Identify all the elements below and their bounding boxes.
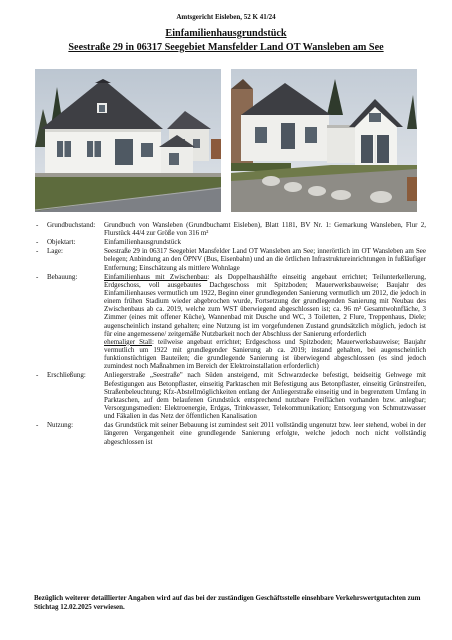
building-name-stable: ehemaliger Stall <box>104 337 152 346</box>
footer-note: Bezüglich weiterer detaillierter Angaben wird auf das bei der zuständigen Geschäftsstelle einsehbare Verkehrswertgutachten zum Stichtag 12.02.2025 verwiesen. <box>34 594 421 611</box>
property-address-title: Seestraße 29 in 06317 Seegebiet Mansfelder Land OT Wansleben am See <box>68 42 384 53</box>
detail-label: - Nutzung: <box>47 421 74 430</box>
detail-row-grundbuchstand <box>34 221 426 237</box>
detail-row-lage <box>34 247 426 271</box>
building-description-stable: : teilweise angebaut errichtet; Erdgeschoss und Spitzboden; Mauerwerksbauweise; Baujahr vermutlich um 1922 mit grundlegender Sanierung ab ca. 2019; instand gehalten, bei augenscheinlich funktionstüchtigen Bauteilen; die grundlegende Sanierung ist überwiegend abgeschlossen (es sind jedoch zumindest noch Maßnahmen im Bereich der Elektroinstallation erforderlich) <box>104 337 426 371</box>
property-type-title: Einfamilienhausgrundstück <box>165 28 287 39</box>
detail-value: das Grundstück mit seiner Bebauung ist zumindest seit 2011 vollständig ungenutzt bzw. leer stehend, wobei in der längeren Vergangenheit eine grundlegende Sanierung erfolgte, welche jedoch noch nicht vollständig abgeschlossen ist <box>104 421 426 446</box>
detail-row-nutzung <box>34 421 426 445</box>
detail-label: - Lage: <box>47 247 63 256</box>
detail-label: - Grundbuchstand: <box>47 221 96 229</box>
detail-value: Anliegerstraße „Seestraße" nach Süden ansteigend, mit Schwarzdecke befestigt, beidseitig Gehwege mit Befestigungen aus Betonpflaster, einseitig Parktaschen mit Befestigung aus Betonpflaster, einseitig Grünstreifen, Straßenbeleuchtung; Kfz-Abstellmöglichkeiten entlang der Anliegerstraße einseitig und in begrenztem Umfang in Parktaschen, auf dem belaufenen Grundstück entsprechend nutzbare Freiflächen vorhanden bzw. anlegbar; Versorgungsmedien: Elektroenergie, Erdgas, Trinkwasser, Telekommunikation; Entsorgung von Schmutzwasser und Fäkalien in das Netz der öffentlichen Kanalisation <box>104 371 426 421</box>
detail-value <box>104 338 426 371</box>
house-garden-photo <box>231 69 417 212</box>
detail-label: - Bebauung: <box>47 272 78 281</box>
building-description-house: : als Doppelhaushälfte einseitig angebaut errichtet; Teilunterkellerung, Erdgeschoss, voll ausgebautes Dachgeschoss mit Spitzboden; Mauerwerksbauweise; Baujahr des Einfamilienhauses vermutlich um 1922, Beginn einer grundlegenden Sanierung vermutlich um 2012, die jedoch in einem frühen Stadium wieder abgebrochen wurde, Fortsetzung der grundlegenden Sanierung mit Neubau des Zwischenbaus ab ca. 2019, welche zum WST überwiegend abgeschlossen ist; ca. 96 m² Gesamtwohnfläche, 3 Zimmer (eines mit offener Küche), Wannenbad mit Dusche und WC, 3 Toiletten, 2 Flure, Treppenhaus, Diele; augenscheinlich instand gehalten; eine Nutzung ist im vorgefundenen Zustand grundsätzlich möglich, jedoch ist für eine angemessene/ zeitgemäße Nutzbarkeit noch der Abschluss der Sanierung erforderlich <box>104 272 426 338</box>
detail-label: - Erschließung: <box>47 371 86 380</box>
detail-row-objektart <box>34 238 426 246</box>
detail-value: Einfamilienhausgrundstück <box>104 238 181 247</box>
property-details <box>34 221 426 447</box>
court-reference: Amtsgericht Eisleben, 52 K 41/24 <box>176 13 276 21</box>
detail-row-bebauung <box>34 273 426 371</box>
detail-value: Grundbuch von Wansleben (Grundbuchamt Eisleben), Blatt 1181, BV Nr. 1: Gemarkung Wansleben, Flur 2, Flurstück 44/4 zur Größe von 316 m² <box>104 221 426 238</box>
detail-value <box>104 273 426 338</box>
house-front-photo <box>35 69 221 212</box>
building-name-house: Einfamilienhaus mit Zwischenbau <box>104 272 208 281</box>
detail-row-erschliessung <box>34 371 426 420</box>
detail-label: - Objektart: <box>47 238 76 247</box>
detail-value: Seestraße 29 in 06317 Seegebiet Mansfelder Land OT Wansleben am See; innerörtlich im OT Wansleben am See belegen; Anbindung an den ÖPNV (Bus, Eisenbahn) und an die örtlichen Infrastruktureinrichtungen in fußläufiger Entfernung; Einschätzung als mittlere Wohnlage <box>104 247 426 272</box>
